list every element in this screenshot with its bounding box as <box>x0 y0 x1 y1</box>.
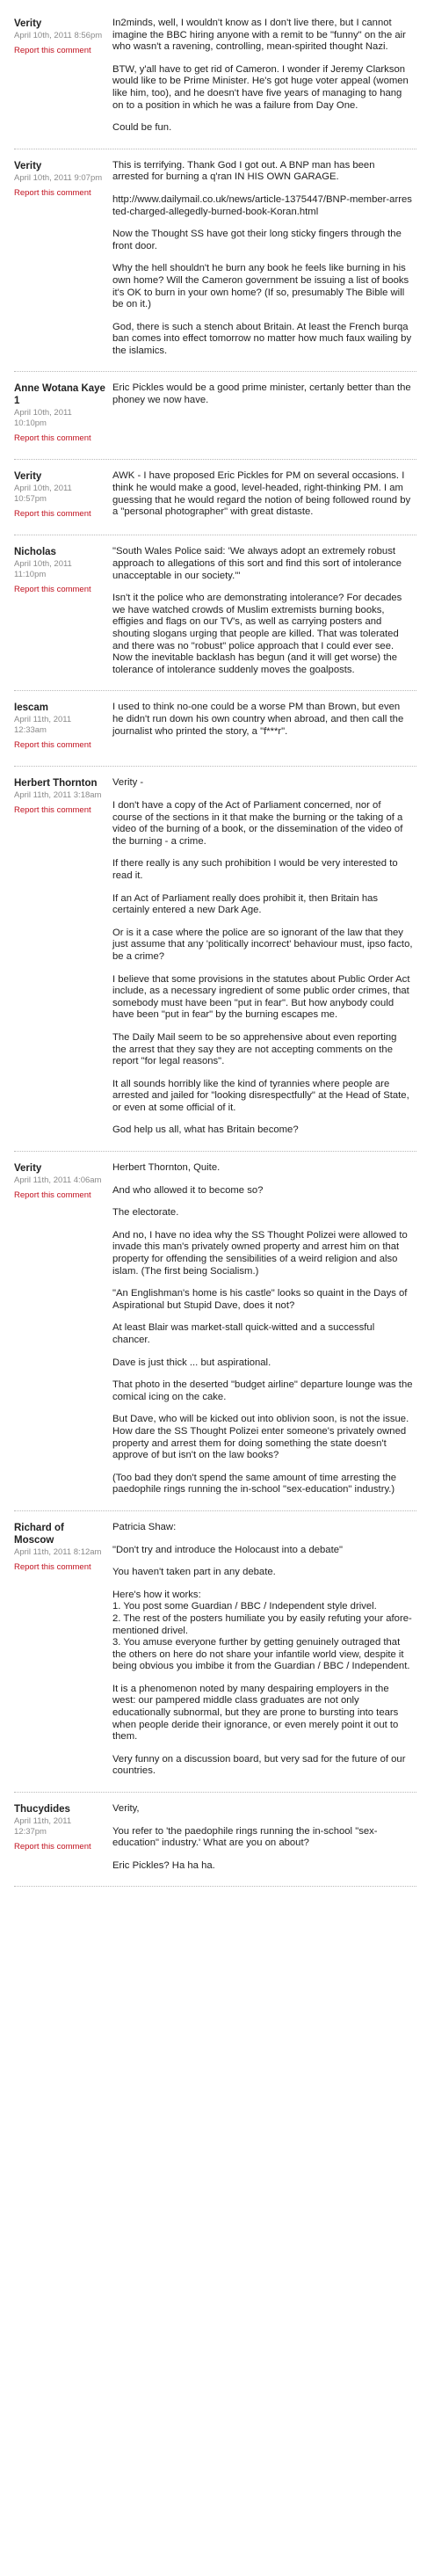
comment-paragraph: This is terrifying. Thank God I got out. A BNP man has been arrested for burning a q'ran IN HIS OWN GARAGE. <box>112 159 375 183</box>
comment-paragraph: I used to think no-one could be a worse PM than Brown, but even he didn't run down his own country when abroad, and then call the journalist who printed the story, a "f***r". <box>112 702 404 737</box>
comment-paragraph: Eric Pickles would be a good prime minister, certanly better than the phoney we now have. <box>112 382 411 406</box>
report-comment-link[interactable]: Report this comment <box>14 46 91 55</box>
comment <box>14 460 416 535</box>
comment-meta <box>14 18 112 135</box>
comment-meta <box>14 546 112 676</box>
comment-paragraph: Now the Thought SS have got their long sticky fingers through the front door. <box>112 229 402 251</box>
comment-body <box>112 160 416 358</box>
comment-meta <box>14 1803 112 1872</box>
comment-paragraph: That photo in the deserted "budget airline" departure lounge was the comical icing on the cake. <box>112 1379 413 1402</box>
comment-meta <box>14 470 112 520</box>
comment-paragraph: If there really is any such prohibition I would be very interested to read it. <box>112 858 398 881</box>
comment <box>14 1793 416 1887</box>
report-comment-link[interactable]: Report this comment <box>14 585 91 595</box>
comment-paragraph: Eric Pickles? Ha ha ha. <box>112 1859 215 1871</box>
comment-author: Herbert Thornton <box>14 778 98 790</box>
comment-date: April 11th, 2011 12:33am <box>14 715 72 736</box>
comment-paragraph: Herbert Thornton, Quite. <box>112 1162 221 1174</box>
comment-date: April 11th, 2011 4:06am <box>14 1175 102 1186</box>
comment-paragraph: Here's how it works: 1. You post some Guardian / BBC / Independent style drivel. 2. The rest of the posters humiliate you by easily refuting your afore-mentioned drivel. 3. You amuse everyone further by getting genuinely outraged that the others on here do not share your infantile world view, despite it being obvious you imbibe it from the Guardian / BBC / Independent. <box>112 1589 412 1672</box>
comment-paragraph: And no, I have no idea why the SS Thought Polizei were allowed to invade this man's privately owned property and arrest him on that property for offending the sensibilities of a weird religion and also islam. (The first being Socialism.) <box>112 1229 408 1277</box>
comment-date: April 11th, 2011 8:12am <box>14 1546 102 1557</box>
comment-paragraph: AWK - I have proposed Eric Pickles for PM on several occasions. I think he would make a good, level-headed, right-thinking PM. I am guessing that he would regard the notion of being followed round by a "personal photographer" with great distaste. <box>112 470 411 518</box>
comment-paragraph: (Too bad they don't spend the same amount of time arresting the paedophile rings running the in-school "sex-education" industry.) <box>112 1472 397 1495</box>
comment-date: April 11th, 2011 3:18am <box>14 790 102 801</box>
report-comment-link[interactable]: Report this comment <box>14 1190 91 1201</box>
comment-paragraph: Could be fun. <box>112 122 172 134</box>
comment-body <box>112 382 416 445</box>
report-comment-link[interactable]: Report this comment <box>14 509 91 520</box>
comment-paragraph: "An Englishman's home is his castle" looks so quaint in the Days of Aspirational but Stupid Dave, does it not? <box>112 1288 408 1311</box>
comment-body <box>112 702 416 752</box>
comment-meta <box>14 777 112 1137</box>
comment-paragraph: You haven't taken part in any debate. <box>112 1567 276 1578</box>
comment-author: Verity <box>14 160 42 171</box>
comment-paragraph: Verity, <box>112 1803 140 1815</box>
comment-meta <box>14 1162 112 1496</box>
comment-date: April 10th, 2011 10:10pm <box>14 408 72 429</box>
comment-paragraph: Very funny on a discussion board, but very sad for the future of our countries. <box>112 1753 406 1777</box>
comment-paragraph: At least Blair was market-stall quick-witted and a successful chancer. <box>112 1322 375 1345</box>
comment-meta <box>14 382 112 445</box>
comment-paragraph: It all sounds horribly like the kind of tyrannies where people are arrested and jailed for "looking disrespectfully" at the Head of State, or even at some official of it. <box>112 1078 409 1113</box>
comment-meta <box>14 160 112 358</box>
comment-paragraph: God help us all, what has Britain become? <box>112 1124 299 1136</box>
comment-author: Verity <box>14 1163 42 1175</box>
comment-author: Anne Wotana Kaye 1 <box>14 383 105 407</box>
comment-paragraph: I believe that some provisions in the statutes about Public Order Act include, as a necessary ingredient of some public order crimes, that somebody must have been "put in fear". But how anybody could have been "put in fear" by the burning escapes me. <box>112 973 410 1021</box>
comment-author: Thucydides <box>14 1804 70 1816</box>
comment-paragraph: I don't have a copy of the Act of Parliament concerned, nor of course of the sections in it that make the burning or the taking of a video of the burning of a book, or the dissemination of the video of the burning - a crime. <box>112 800 403 847</box>
comment-date: April 10th, 2011 11:10pm <box>14 559 72 580</box>
comment <box>14 9 416 149</box>
report-comment-link[interactable]: Report this comment <box>14 740 91 751</box>
comment-paragraph: God, there is such a stench about Britain. At least the French burqa ban comes into effect tomorrow no matter how much faux wailing by the islamics. <box>112 321 412 356</box>
comment-paragraph: In2minds, well, I wouldn't know as I don't live there, but I cannot imagine the BBC hiring anyone with a remit to be "funny" on the air who wasn't a ravening, controlling, mean-spirited thought Nazi. <box>112 18 406 53</box>
comment-paragraph: You refer to 'the paedophile rings running the in-school "sex-education" industry.' What are you on about? <box>112 1825 378 1849</box>
comment-body <box>112 546 416 676</box>
comment-paragraph: Verity - <box>112 777 144 789</box>
comment-paragraph: Patricia Shaw: <box>112 1521 177 1532</box>
comment-body <box>112 1522 416 1778</box>
comment-date: April 10th, 2011 8:56pm <box>14 31 103 40</box>
comment-paragraph: "Don't try and introduce the Holocaust into a debate" <box>112 1544 344 1555</box>
comment-paragraph: The Daily Mail seem to be so apprehensive about even reporting the arrest that they say they are not accepting comments on the report "for legal reasons". <box>112 1031 397 1067</box>
comment-paragraph: And who allowed it to become so? <box>112 1184 264 1196</box>
comment-paragraph: Why the hell shouldn't he burn any book he feels like burning in his own home? Will the Cameron government be issuing a list of books it's OK to burn in your own home? (If so, presumably The Bible will be on it.) <box>112 263 409 310</box>
comment-author: Verity <box>14 471 42 483</box>
comment <box>14 535 416 691</box>
report-comment-link[interactable]: Report this comment <box>14 433 91 444</box>
comment-author: Iescam <box>14 702 49 714</box>
comment-paragraph: Or is it a case where the police are so ignorant of the law that they just assume that any 'politically incorrect' behaviour must, ipso facto, be a crime? <box>112 927 413 962</box>
comment-author: Nicholas <box>14 547 56 558</box>
report-comment-link[interactable]: Report this comment <box>14 805 91 816</box>
comment <box>14 1511 416 1793</box>
comment-paragraph: But Dave, who will be kicked out into oblivion soon, is not the issue. How dare the SS Thought Polizei enter someone's privately owned property and arrest them for doing something the state doesn't approve of but isn't on the law books? <box>112 1414 409 1461</box>
comment-date: April 11th, 2011 12:37pm <box>14 1816 72 1837</box>
comment-body <box>112 1803 416 1872</box>
comment-paragraph: It is a phenomenon noted by many despairing employers in the west: our pampered middle class graduates are not only educationally subnormal, but they are prone to bursting into tears when people deride their ignorance, or even merely point it out to them. <box>112 1683 399 1743</box>
comment-date: April 10th, 2011 9:07pm <box>14 172 103 183</box>
comment-paragraph: The electorate. <box>112 1207 179 1219</box>
comment-body <box>112 1162 416 1496</box>
comment <box>14 767 416 1152</box>
comment-body <box>112 777 416 1137</box>
comment-paragraph: If an Act of Parliament really does prohibit it, then Britain has certainly entered a new Dark Age. <box>112 892 379 916</box>
report-comment-link[interactable]: Report this comment <box>14 1842 91 1852</box>
comment-author: Richard of Moscow <box>14 1522 64 1546</box>
comment-meta <box>14 702 112 752</box>
report-comment-link[interactable]: Report this comment <box>14 1561 91 1572</box>
comment-meta <box>14 1522 112 1778</box>
comment-date: April 10th, 2011 10:57pm <box>14 484 72 505</box>
comment-paragraph: Dave is just thick ... but aspirational. <box>112 1357 271 1368</box>
comment-paragraph: Isn't it the police who are demonstrating intolerance? For decades we have watched crowds of Muslim extremists burning books, effigies and flags on our TV's, as well as carrying posters and shouting slogans urging that people are killed. That was tolerated and there was no "robust" police approach that I could ever see. Now the inevitable backlash has begun (and it will get worse) the tolerance of intolerance suddenly moves the goalposts. <box>112 593 402 675</box>
comment-paragraph: http://www.dailymail.co.uk/news/article-1375447/BNP-member-arrested-charged-allegedly-burned-book-Koran.html <box>112 193 412 217</box>
comment-author: Verity <box>14 18 42 29</box>
comment <box>14 372 416 460</box>
comment-body <box>112 470 416 520</box>
comment-body <box>112 18 416 135</box>
report-comment-link[interactable]: Report this comment <box>14 187 91 198</box>
comment-paragraph: "South Wales Police said: 'We always adopt an extremely robust approach to allegations of this sort and find this sort of intolerance unacceptable in our society.'" <box>112 546 402 581</box>
comment <box>14 1152 416 1511</box>
comment <box>14 691 416 767</box>
comment-paragraph: BTW, y'all have to get rid of Cameron. I wonder if Jeremy Clarkson would like to be Prime Minister. He's got huge voter appeal (women like him, too), and he doesn't have five years of managing to hang on to a position in which he was a failure from Day One. <box>112 63 409 111</box>
comment <box>14 149 416 373</box>
